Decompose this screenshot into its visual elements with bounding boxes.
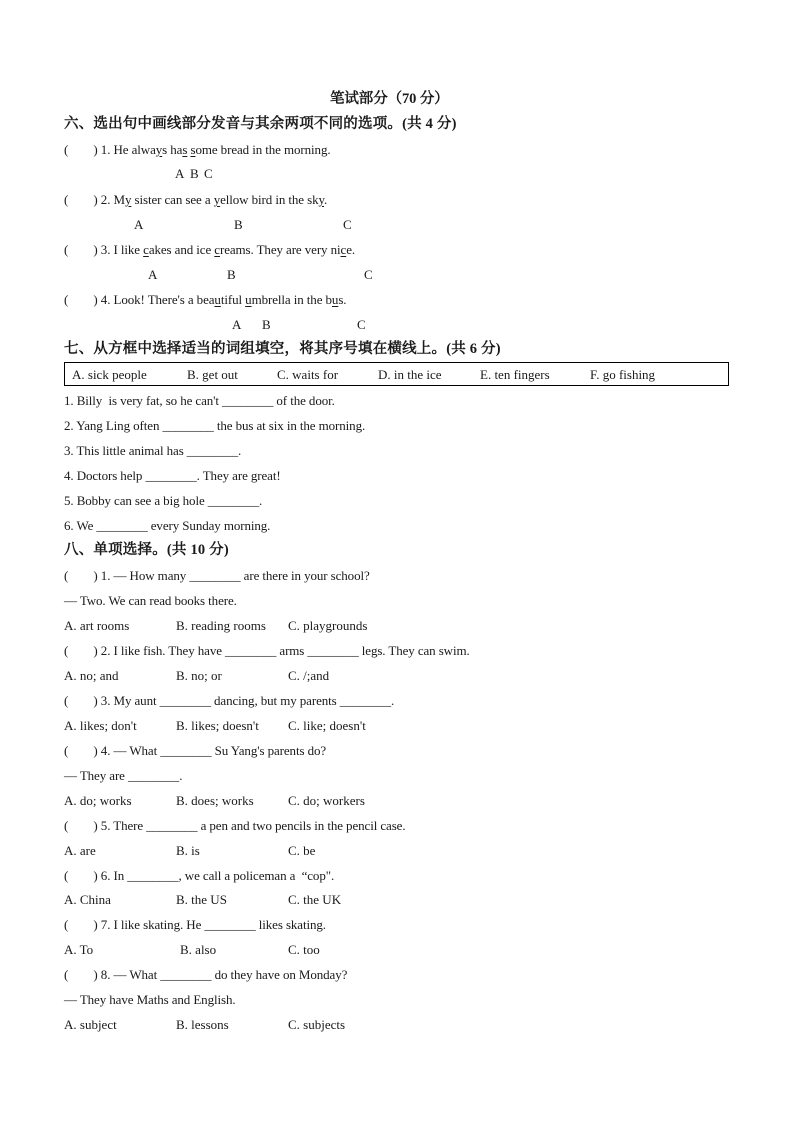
s6-question-3: ( ) 3. I like cakes and ice creams. They are very nice. <box>64 242 356 257</box>
s6-question-1: ( ) 1. He always has some bread in the morning. <box>64 142 331 157</box>
s6-q1-opt-a: A <box>175 166 185 181</box>
s8-q6-opt-c: C. the UK <box>288 892 342 907</box>
s6-q2-opt-a: A <box>134 217 144 232</box>
word-box-option-f: F. go fishing <box>590 367 656 382</box>
s8-q1-opt-a: A. art rooms <box>64 618 130 633</box>
s8-question-8: ( ) 8. — What ________ do they have on Monday? <box>64 967 348 982</box>
s8-q6-opt-b: B. the US <box>176 892 227 907</box>
s8-q1-answer: — Two. We can read books there. <box>64 593 237 608</box>
s6-question-2: ( ) 2. My sister can see a yellow bird in the sky. <box>64 192 328 207</box>
s8-question-1: ( ) 1. — How many ________ are there in your school? <box>64 568 370 583</box>
s7-line-1: 1. Billy is very fat, so he can't ________ of the door. <box>64 393 335 408</box>
word-box <box>64 362 729 386</box>
s6-q4-opt-c: C <box>357 317 366 332</box>
s8-q3-opt-c: C. like; doesn't <box>288 718 366 733</box>
s7-line-5: 5. Bobby can see a big hole ________. <box>64 493 263 508</box>
s8-q3-opt-a: A. likes; don't <box>64 718 137 733</box>
word-box-option-e: E. ten fingers <box>480 367 550 382</box>
s6-q2-opt-c: C <box>343 217 352 232</box>
s8-question-6: ( ) 6. In ________, we call a policeman a “cop". <box>64 868 335 883</box>
word-box-option-d: D. in the ice <box>378 367 442 382</box>
s6-q2-opt-b: B <box>234 217 243 232</box>
s8-q7-opt-a: A. To <box>64 942 94 957</box>
section-6-heading: 六、选出句中画线部分发音与其余两项不同的选项。(共 4 分) <box>64 116 457 132</box>
s8-question-3: ( ) 3. My aunt ________ dancing, but my parents ________. <box>64 693 395 708</box>
s8-q4-opt-a: A. do; works <box>64 793 132 808</box>
s6-question-4: ( ) 4. Look! There's a beautiful umbrella in the bus. <box>64 292 347 307</box>
section-7-heading: 七、从方框中选择适当的词组填空，将其序号填在横线上。(共 6 分) <box>64 341 501 357</box>
s8-question-7: ( ) 7. I like skating. He ________ likes skating. <box>64 917 326 932</box>
s6-q3-opt-a: A <box>148 267 158 282</box>
s8-q8-opt-b: B. lessons <box>176 1017 229 1032</box>
s8-q1-opt-b: B. reading rooms <box>176 618 266 633</box>
section-8-heading: 八、单项选择。(共 10 分) <box>64 542 229 558</box>
word-box-option-a: A. sick people <box>72 367 147 382</box>
s8-q4-opt-c: C. do; workers <box>288 793 365 808</box>
s6-q4-opt-a: A <box>232 317 242 332</box>
s8-question-2: ( ) 2. I like fish. They have ________ arms ________ legs. They can swim. <box>64 643 470 658</box>
s6-q3-opt-c: C <box>364 267 373 282</box>
s8-q5-opt-b: B. is <box>176 843 200 858</box>
s7-line-4: 4. Doctors help ________. They are great! <box>64 468 281 483</box>
s8-q4-answer: — They are ________. <box>64 768 183 783</box>
s8-q2-opt-b: B. no; or <box>176 668 222 683</box>
s6-q4-opt-b: B <box>262 317 271 332</box>
s8-question-5: ( ) 5. There ________ a pen and two pencils in the pencil case. <box>64 818 406 833</box>
s8-q2-opt-a: A. no; and <box>64 668 119 683</box>
s8-q3-opt-b: B. likes; doesn't <box>176 718 259 733</box>
s6-q1-opt-b: B <box>190 166 199 181</box>
page-title: 笔试部分（70 分） <box>330 91 449 107</box>
s8-q2-opt-c: C. /;and <box>288 668 330 683</box>
s7-line-3: 3. This little animal has ________. <box>64 443 242 458</box>
s8-q5-opt-c: C. be <box>288 843 316 858</box>
s8-q7-opt-b: B. also <box>180 942 217 957</box>
s8-q6-opt-a: A. China <box>64 892 111 907</box>
s7-line-6: 6. We ________ every Sunday morning. <box>64 518 271 533</box>
word-box-option-b: B. get out <box>187 367 238 382</box>
s7-line-2: 2. Yang Ling often ________ the bus at six in the morning. <box>64 418 366 433</box>
s8-q5-opt-a: A. are <box>64 843 96 858</box>
s8-q8-opt-c: C. subjects <box>288 1017 346 1032</box>
word-box-option-c: C. waits for <box>277 367 339 382</box>
s8-q8-answer: — They have Maths and English. <box>64 992 236 1007</box>
s8-q4-opt-b: B. does; works <box>176 793 254 808</box>
s8-q8-opt-a: A. subject <box>64 1017 117 1032</box>
s8-q1-opt-c: C. playgrounds <box>288 618 368 633</box>
s6-q1-opt-c: C <box>204 166 213 181</box>
s6-q3-opt-b: B <box>227 267 236 282</box>
s8-q7-opt-c: C. too <box>288 942 320 957</box>
s8-question-4: ( ) 4. — What ________ Su Yang's parents do? <box>64 743 327 758</box>
